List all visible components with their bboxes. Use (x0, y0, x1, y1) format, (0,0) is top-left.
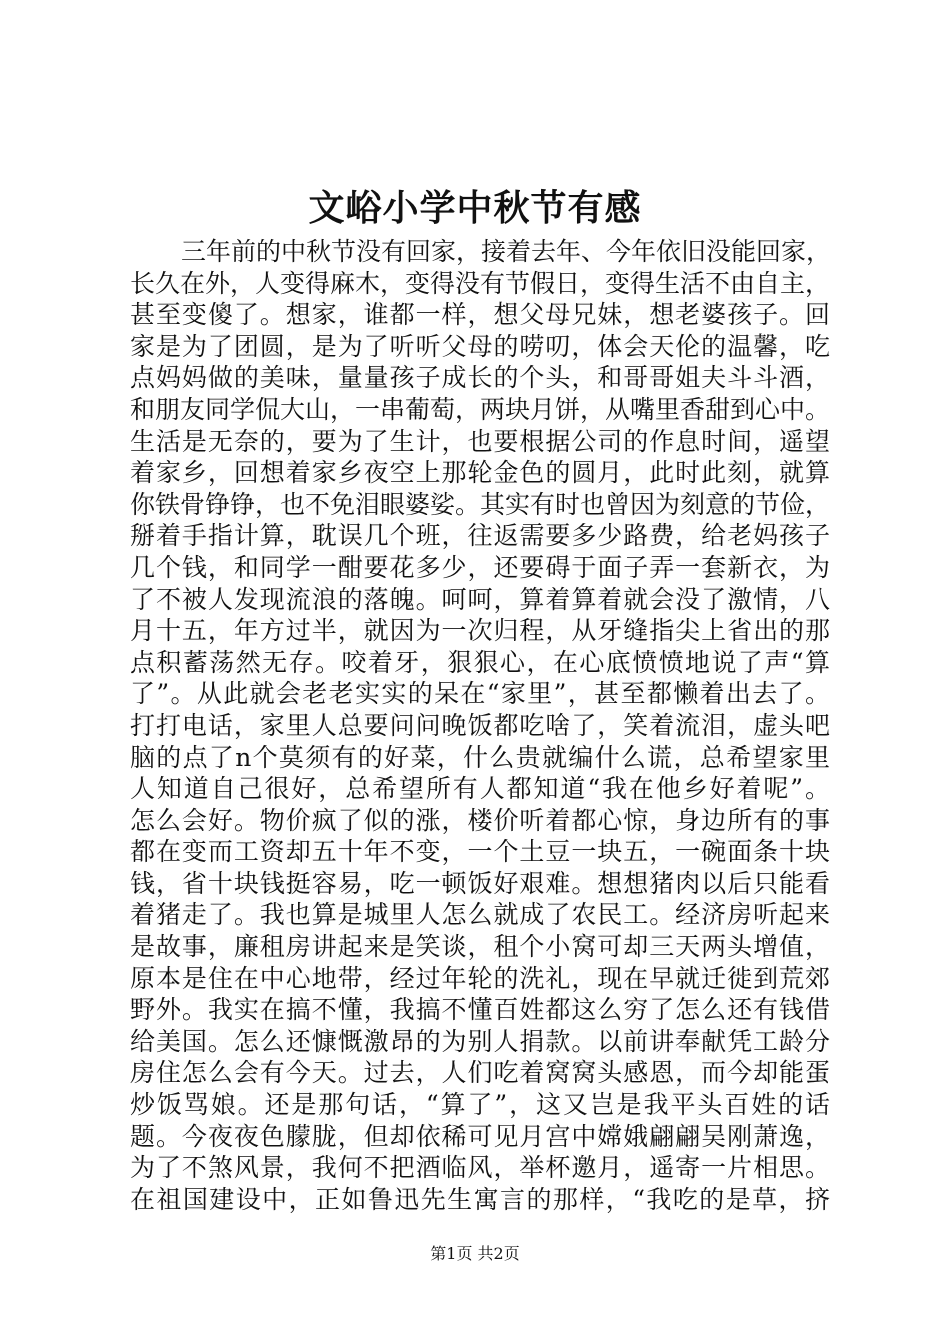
text-line: 长久在外，人变得麻木，变得没有节假日，变得生活不由自主， (130, 268, 831, 298)
text-line: 炒饭骂娘。还是那句话，“算了”，这又岂是我平头百姓的话 (130, 1090, 830, 1120)
document-body (130, 236, 830, 1215)
text-line: 了”。从此就会老老实实的呆在“家里”，甚至都懒着出去了。 (130, 679, 830, 709)
text-line: 为了不煞风景，我何不把酒临风，举杯邀月，遥寄一片相思。 (130, 1153, 830, 1183)
text-line: 人知道自己很好，总希望所有人都知道“我在他乡好着呢”。 (130, 774, 830, 804)
text-line: 月十五，年方过半，就因为一次归程，从牙缝指尖上省出的那 (130, 616, 830, 646)
page-footer: 第1页 共2页 (430, 1244, 520, 1263)
text-line: 着家乡，回想着家乡夜空上那轮金色的圆月，此时此刻，就算 (130, 458, 830, 488)
text-line: 给美国。怎么还慷慨激昂的为别人捐款。以前讲奉献凭工龄分 (130, 1026, 830, 1056)
text-line: 题。今夜夜色朦胧，但却依稀可见月宫中嫦娥翩翩吴刚萧逸， (130, 1121, 830, 1151)
text-line: 你铁骨铮铮，也不免泪眼婆娑。其实有时也曾因为刻意的节俭， (130, 489, 831, 519)
text-line: 几个钱，和同学一酣要花多少，还要碍于面子弄一套新衣，为 (130, 552, 830, 582)
text-line: 脑的点了n个莫须有的好菜，什么贵就编什么谎，总希望家里 (130, 742, 830, 772)
text-line: 家是为了团圆，是为了听听父母的唠叨，体会天伦的温馨，吃 (130, 331, 830, 361)
text-line: 甚至变傻了。想家，谁都一样，想父母兄妹，想老婆孩子。回 (130, 300, 830, 330)
text-line: 房住怎么会有今天。过去，人们吃着窝窝头感恩，而今却能蛋 (130, 1058, 830, 1088)
text-line: 怎么会好。物价疯了似的涨，楼价听着都心惊，身边所有的事 (130, 805, 830, 835)
text-line: 和朋友同学侃大山，一串葡萄，两块月饼，从嘴里香甜到心中。 (130, 394, 831, 424)
text-line: 点妈妈做的美味，量量孩子成长的个头，和哥哥姐夫斗斗酒， (130, 363, 830, 393)
text-line: 掰着手指计算，耽误几个班，往返需要多少路费，给老妈孩子 (130, 521, 830, 551)
text-line: 生活是无奈的，要为了生计，也要根据公司的作息时间，遥望 (130, 426, 830, 456)
text-line: 野外。我实在搞不懂，我搞不懂百姓都这么穷了怎么还有钱借 (130, 995, 830, 1025)
text-line: 打打电话，家里人总要问问晚饭都吃啥了，笑着流泪，虚头吧 (130, 710, 830, 740)
text-line: 了不被人发现流浪的落魄。呵呵，算着算着就会没了激情，八 (130, 584, 830, 614)
text-line: 是故事，廉租房讲起来是笑谈，租个小窝可却三天两头增值， (130, 932, 830, 962)
text-line: 三年前的中秋节没有回家，接着去年、今年依旧没能回家， (181, 237, 832, 266)
text-line: 着猪走了。我也算是城里人怎么就成了农民工。经济房听起来 (130, 900, 830, 930)
text-line: 都在变而工资却五十年不变，一个土豆一块五，一碗面条十块 (130, 837, 830, 867)
text-line: 钱，省十块钱挺容易，吃一顿饭好艰难。想想猪肉以后只能看 (130, 868, 830, 898)
text-line: 原本是住在中心地带，经过年轮的洗礼，现在早就迁徙到荒郊 (130, 963, 830, 993)
text-line: 在祖国建设中，正如鲁迅先生寓言的那样，“我吃的是草，挤 (130, 1184, 830, 1214)
document-title: 文峪小学中秋节有感 (308, 187, 642, 229)
text-line: 点积蓄荡然无存。咬着牙，狠狠心，在心底愤愤地说了声“算 (130, 647, 830, 677)
